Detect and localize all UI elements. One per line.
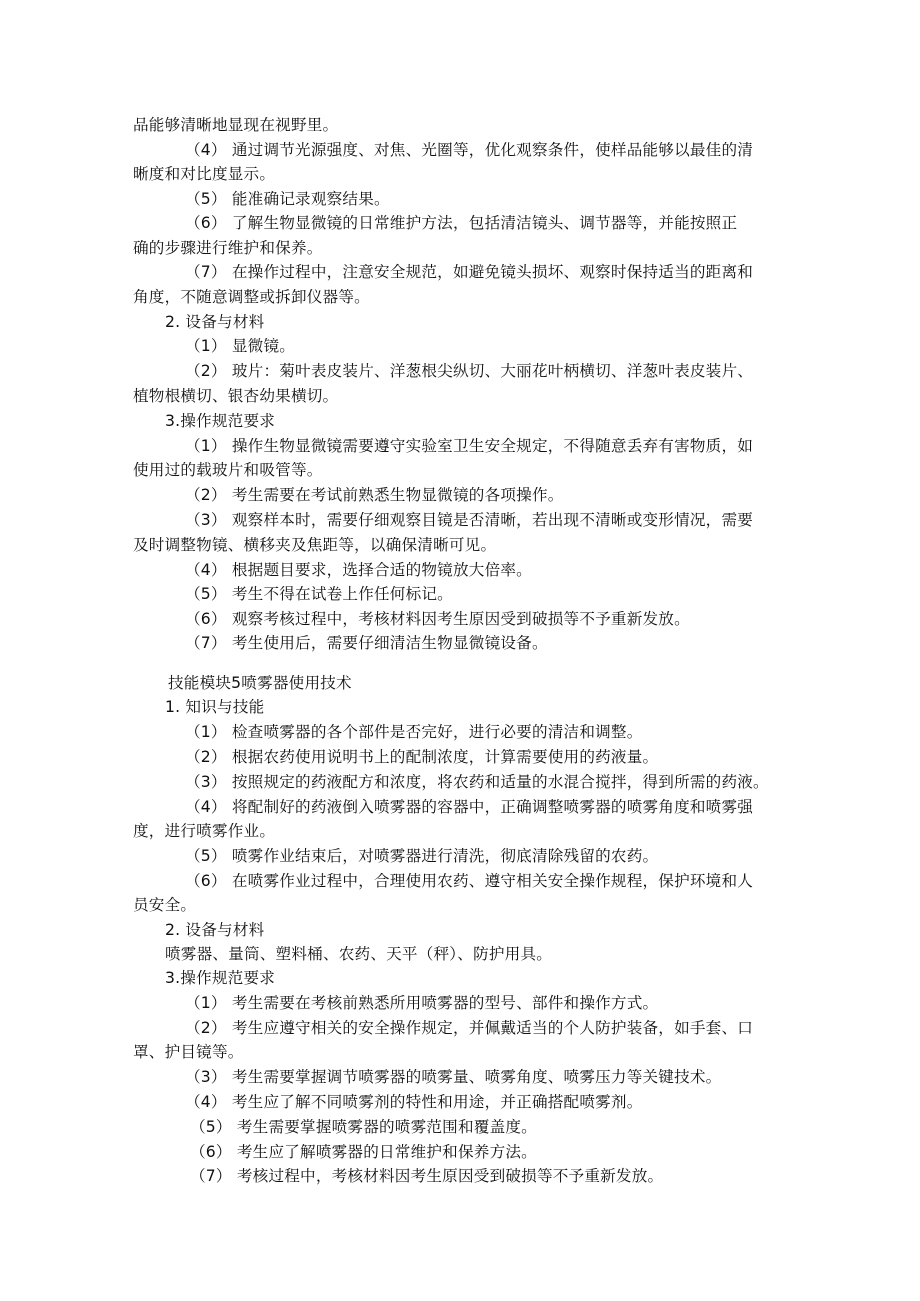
text-line: （6） 了解生物显微镜的日常维护方法，包括清洁镜头、调节器等，并能按照正	[185, 214, 738, 232]
text-line: （1） 考生需要在考核前熟悉所用喷雾器的型号、部件和操作方式。	[185, 994, 659, 1012]
text-line: （6） 考生应了解喷雾器的日常维护和保养方法。	[190, 1143, 537, 1161]
section-heading: 3.操作规范要求	[165, 969, 276, 987]
text-line: （3） 按照规定的药液配方和浓度，将农药和适量的水混合搅拌，得到所需的药液。	[185, 773, 769, 791]
text-line: 及时调整物镜、横移夹及焦距等，以确保清晰可见。	[133, 536, 497, 554]
text-line: 罩、护目镜等。	[133, 1043, 244, 1061]
text-line: （5） 能准确记录观察结果。	[185, 190, 390, 208]
text-line: 植物根横切、银杏幼果横切。	[133, 387, 339, 405]
section-heading: 2. 设备与材料	[165, 313, 265, 331]
text-line: （2） 考生应遵守相关的安全操作规定，并佩戴适当的个人防护装备，如手套、口	[185, 1019, 754, 1037]
text-line: （4） 将配制好的药液倒入喷雾器的容器中，正确调整喷雾器的喷雾角度和喷雾强	[185, 798, 754, 816]
text-line: 品能够清晰地显现在视野里。	[133, 116, 339, 134]
text-line: （4） 根据题目要求，选择合适的物镜放大倍率。	[185, 561, 532, 579]
text-line: （5） 喷雾作业结束后，对喷雾器进行清洗，彻底清除残留的农药。	[185, 847, 659, 865]
text-line: （1） 操作生物显微镜需要遵守实验室卫生安全规定，不得随意丢弃有害物质，如	[185, 437, 754, 455]
text-line: （7） 在操作过程中，注意安全规范，如避免镜头损坏、观察时保持适当的距离和	[185, 263, 754, 281]
text-line: （6） 在喷雾作业过程中，合理使用农药、遵守相关安全操作规程，保护环境和人	[185, 872, 754, 890]
text-line: （3） 考生需要掌握调节喷雾器的喷雾量、喷雾角度、喷雾压力等关键技术。	[185, 1068, 722, 1086]
text-line: （5） 考生需要掌握喷雾器的喷雾范围和覆盖度。	[190, 1118, 537, 1136]
text-line: （6） 观察考核过程中，考核材料因考生原因受到破损等不予重新发放。	[185, 610, 690, 628]
section-heading: 2. 设备与材料	[165, 921, 265, 939]
text-line: （2） 根据农药使用说明书上的配制浓度，计算需要使用的药液量。	[185, 748, 659, 766]
text-line: （1） 检查喷雾器的各个部件是否完好，进行必要的清洁和调整。	[185, 723, 643, 741]
text-line: （7） 考核过程中，考核材料因考生原因受到破损等不予重新发放。	[190, 1167, 664, 1185]
text-line: 度，进行喷雾作业。	[133, 822, 276, 840]
text-line: （4） 通过调节光源强度、对焦、光圈等，优化观察条件，使样品能够以最佳的清	[185, 141, 754, 159]
text-line: 角度，不随意调整或拆卸仪器等。	[133, 288, 370, 306]
module-title: 技能模块5喷雾器使用技术	[168, 674, 352, 692]
text-line: 确的步骤进行维护和保养。	[133, 239, 323, 257]
text-line: 员安全。	[133, 896, 197, 914]
text-line: （2） 考生需要在考试前熟悉生物显微镜的各项操作。	[185, 486, 564, 504]
text-line: （2） 玻片：菊叶表皮装片、洋葱根尖纵切、大丽花叶柄横切、洋葱叶表皮装片、	[185, 362, 754, 380]
section-heading: 3.操作规范要求	[165, 412, 276, 430]
text-line: 喷雾器、量筒、塑料桶、农药、天平（秤）、防护用具。	[165, 945, 553, 963]
section-heading: 1. 知识与技能	[165, 698, 265, 716]
text-line: 使用过的载玻片和吸管等。	[133, 461, 323, 479]
text-line: （3） 观察样本时，需要仔细观察目镜是否清晰，若出现不清晰或变形情况，需要	[185, 511, 754, 529]
text-line: （4） 考生应了解不同喷雾剂的特性和用途，并正确搭配喷雾剂。	[185, 1093, 643, 1111]
text-line: （5） 考生不得在试卷上作任何标记。	[185, 585, 453, 603]
text-line: （1） 显微镜。	[185, 337, 296, 355]
text-line: 晰度和对比度显示。	[133, 165, 276, 183]
text-line: （7） 考生使用后，需要仔细清洁生物显微镜设备。	[185, 634, 548, 652]
